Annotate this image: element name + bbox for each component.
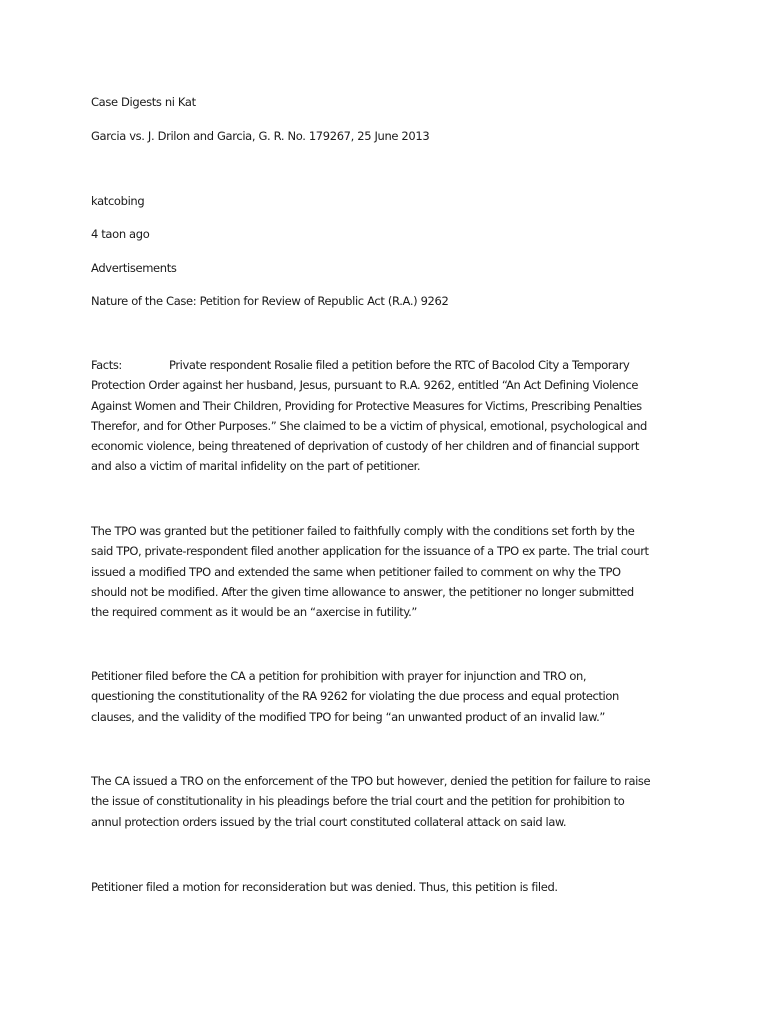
post-time: 4 taon ago <box>91 227 150 241</box>
ca-petition-paragraph <box>91 666 681 727</box>
tpo-line: the required comment as it would be an “axercise in futility.” <box>91 605 417 620</box>
tpo-line: said TPO, private-respondent filed another application for the issuance of a TPO ex parte. The trial court <box>91 544 649 559</box>
tpo-paragraph <box>91 521 681 622</box>
facts-line: economic violence, being threatened of deprivation of custody of her children and of financial support <box>91 439 640 454</box>
document-header-title: Case Digests ni Kat <box>91 95 196 109</box>
tpo-line: should not be modified. After the given time allowance to answer, the petitioner no longer submitted <box>91 584 634 599</box>
facts-line: and also a victim of marital infidelity on the part of petitioner. <box>91 459 421 474</box>
facts-line <box>91 355 681 375</box>
ca-tro-line: The CA issued a TRO on the enforcement of the TPO but however, denied the petition for failure to raise <box>91 774 651 788</box>
facts-paragraph <box>91 355 681 477</box>
nature-of-case: Nature of the Case: Petition for Review of Republic Act (R.A.) 9262 <box>91 294 449 308</box>
ca-petition-line: clauses, and the validity of the modified TPO for being “an unwanted product of an invalid law.” <box>91 709 605 724</box>
ca-petition-line: questioning the constitutionality of the RA 9262 for violating the due process and equal protection <box>91 689 619 704</box>
facts-line-text: Private respondent Rosalie filed a petition before the RTC of Bacolod City a Temporary <box>169 358 630 372</box>
case-title: Garcia vs. J. Drilon and Garcia, G. R. No. 179267, 25 June 2013 <box>91 129 430 143</box>
ca-tro-line: annul protection orders issued by the trial court constituted collateral attack on said law. <box>91 814 567 829</box>
tpo-line: issued a modified TPO and extended the same when petitioner failed to comment on why the TPO <box>91 564 621 579</box>
facts-label: Facts: <box>91 358 122 372</box>
author-name: katcobing <box>91 194 145 208</box>
advertisements-label: Advertisements <box>91 261 177 275</box>
motion-paragraph: Petitioner filed a motion for reconsideration but was denied. Thus, this petition is filed. <box>91 880 558 894</box>
tpo-line: The TPO was granted but the petitioner failed to faithfully comply with the conditions set forth by the <box>91 524 635 538</box>
facts-line: Against Women and Their Children, Providing for Protective Measures for Victims, Prescribing Penalties <box>91 398 642 413</box>
ca-tro-paragraph <box>91 771 681 832</box>
ca-petition-line: Petitioner filed before the CA a petition for prohibition with prayer for injunction and TRO on, <box>91 669 587 683</box>
facts-line: Protection Order against her husband, Jesus, pursuant to R.A. 9262, entitled “An Act Defining Violence <box>91 378 639 393</box>
facts-line: Therefor, and for Other Purposes.” She claimed to be a victim of physical, emotional, psychological and <box>91 418 647 433</box>
ca-tro-line: the issue of constitutionality in his pleadings before the trial court and the petition for prohibition to <box>91 794 625 809</box>
